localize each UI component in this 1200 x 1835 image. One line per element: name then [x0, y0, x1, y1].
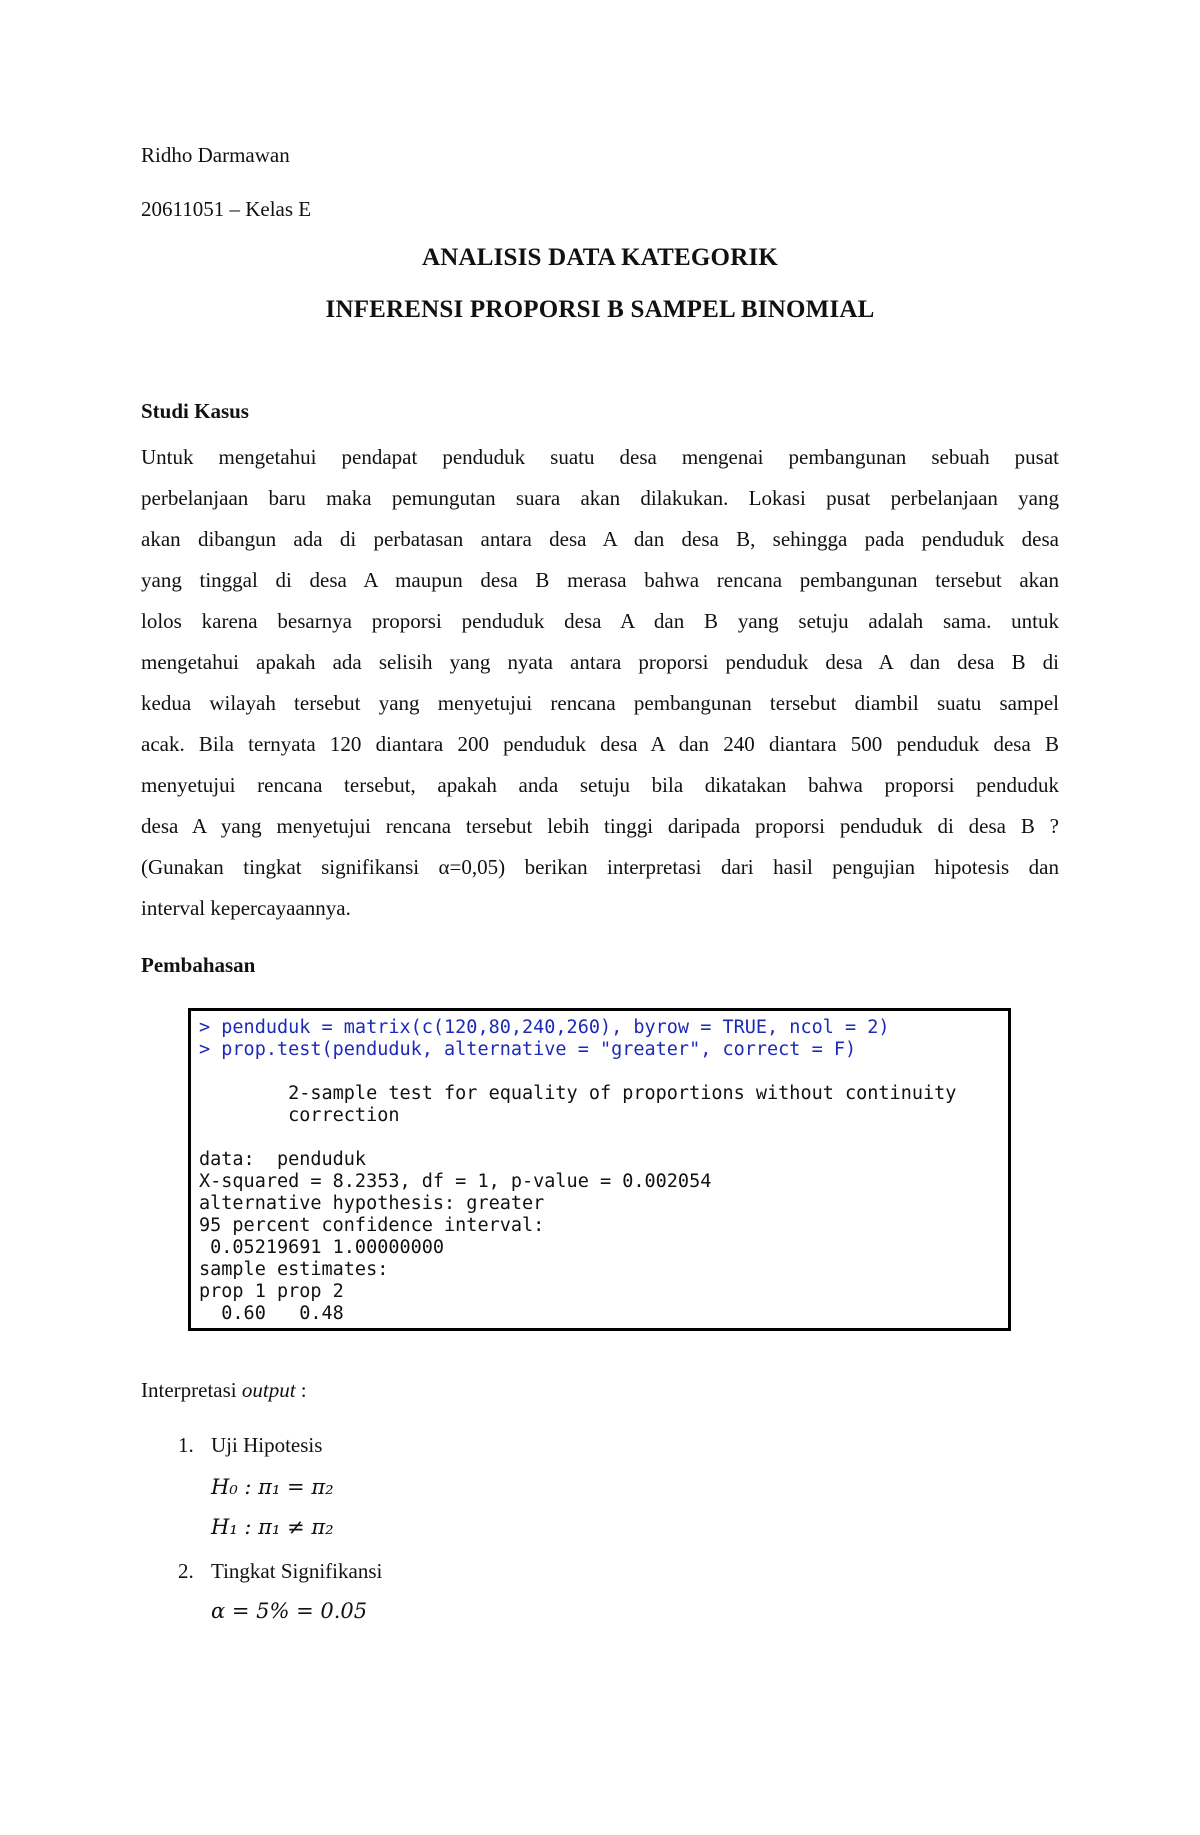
- code-line-output: 95 percent confidence interval:: [199, 1215, 545, 1236]
- paragraph-line: interval kepercayaannya.: [141, 896, 351, 920]
- code-line-output: 0.60 0.48: [199, 1303, 344, 1324]
- document-subtitle: INFERENSI PROPORSI B SAMPEL BINOMIAL: [325, 296, 875, 323]
- paragraph-line: yang tinggal di desa A maupun desa B merasa bahwa rencana pembangunan tersebut akan: [141, 568, 1059, 592]
- interpretation-label: Interpretasi: [141, 1378, 237, 1402]
- code-line-command: > penduduk = matrix(c(120,80,240,260), byrow = TRUE, ncol = 2): [199, 1017, 890, 1038]
- code-line-output: prop 1 prop 2: [199, 1281, 344, 1302]
- code-line-output: 0.05219691 1.00000000: [199, 1237, 445, 1258]
- code-line-output: 2-sample test for equality of proportions without continuity: [199, 1083, 957, 1104]
- paragraph-line: acak. Bila ternyata 120 diantara 200 penduduk desa A dan 240 diantara 500 penduduk desa B: [141, 732, 1059, 756]
- significance-formula: α = 5% = 0.05: [211, 1599, 368, 1623]
- case-study-heading: Studi Kasus: [141, 399, 249, 423]
- paragraph-line: lolos karena besarnya proporsi penduduk desa A dan B yang setuju adalah sama. untuk: [141, 609, 1059, 633]
- list-item-title: Uji Hipotesis: [211, 1433, 323, 1457]
- paragraph-line: Untuk mengetahui pendapat penduduk suatu desa mengenai pembangunan sebuah pusat: [141, 445, 1059, 469]
- paragraph-line: kedua wilayah tersebut yang menyetujui rencana pembangunan tersebut diambil suatu sampel: [141, 691, 1059, 715]
- code-line-output: sample estimates:: [199, 1259, 389, 1280]
- paragraph-line: desa A yang menyetujui rencana tersebut lebih tinggi daripada proporsi penduduk di desa B ?: [141, 814, 1059, 838]
- code-line-command: > prop.test(penduduk, alternative = "greater", correct = F): [199, 1039, 857, 1060]
- code-line-output: correction: [199, 1105, 400, 1126]
- paragraph-line: perbelanjaan baru maka pemungutan suara akan dilakukan. Lokasi pusat perbelanjaan yang: [141, 486, 1059, 510]
- list-item-number: 2.: [178, 1559, 194, 1583]
- interpretation-label-italic: output: [241, 1378, 296, 1402]
- list-item-number: 1.: [178, 1433, 194, 1457]
- code-line-output: X-squared = 8.2353, df = 1, p-value = 0.002054: [199, 1171, 712, 1192]
- paragraph-line: (Gunakan tingkat signifikansi α=0,05) berikan interpretasi dari hasil pengujian hipotesis dan: [141, 855, 1059, 879]
- code-line-output: data: penduduk: [199, 1149, 367, 1170]
- interpretation-label-suffix: :: [295, 1378, 307, 1402]
- r-console-output: [188, 1008, 1011, 1331]
- case-study-paragraph: [141, 444, 1059, 936]
- interpretation-heading: [141, 1377, 307, 1403]
- paragraph-line: mengetahui apakah ada selisih yang nyata antara proporsi penduduk desa A dan desa B di: [141, 650, 1059, 674]
- paragraph-line: akan dibangun ada di perbatasan antara desa A dan desa B, sehingga pada penduduk desa: [141, 527, 1059, 551]
- list-item-title: Tingkat Signifikansi: [211, 1559, 383, 1583]
- alternative-hypothesis-formula: H₁ : π₁ ≠ π₂: [211, 1515, 334, 1539]
- author-name: Ridho Darmawan: [141, 143, 290, 167]
- null-hypothesis-formula: H₀ : π₁ = π₂: [211, 1475, 334, 1499]
- discussion-heading: Pembahasan: [141, 953, 256, 977]
- code-line-output: alternative hypothesis: greater: [199, 1193, 545, 1214]
- paragraph-line: menyetujui rencana tersebut, apakah anda setuju bila dikatakan bahwa proporsi penduduk: [141, 773, 1059, 797]
- document-title: ANALISIS DATA KATEGORIK: [421, 244, 779, 271]
- student-id-class: 20611051 – Kelas E: [141, 197, 312, 221]
